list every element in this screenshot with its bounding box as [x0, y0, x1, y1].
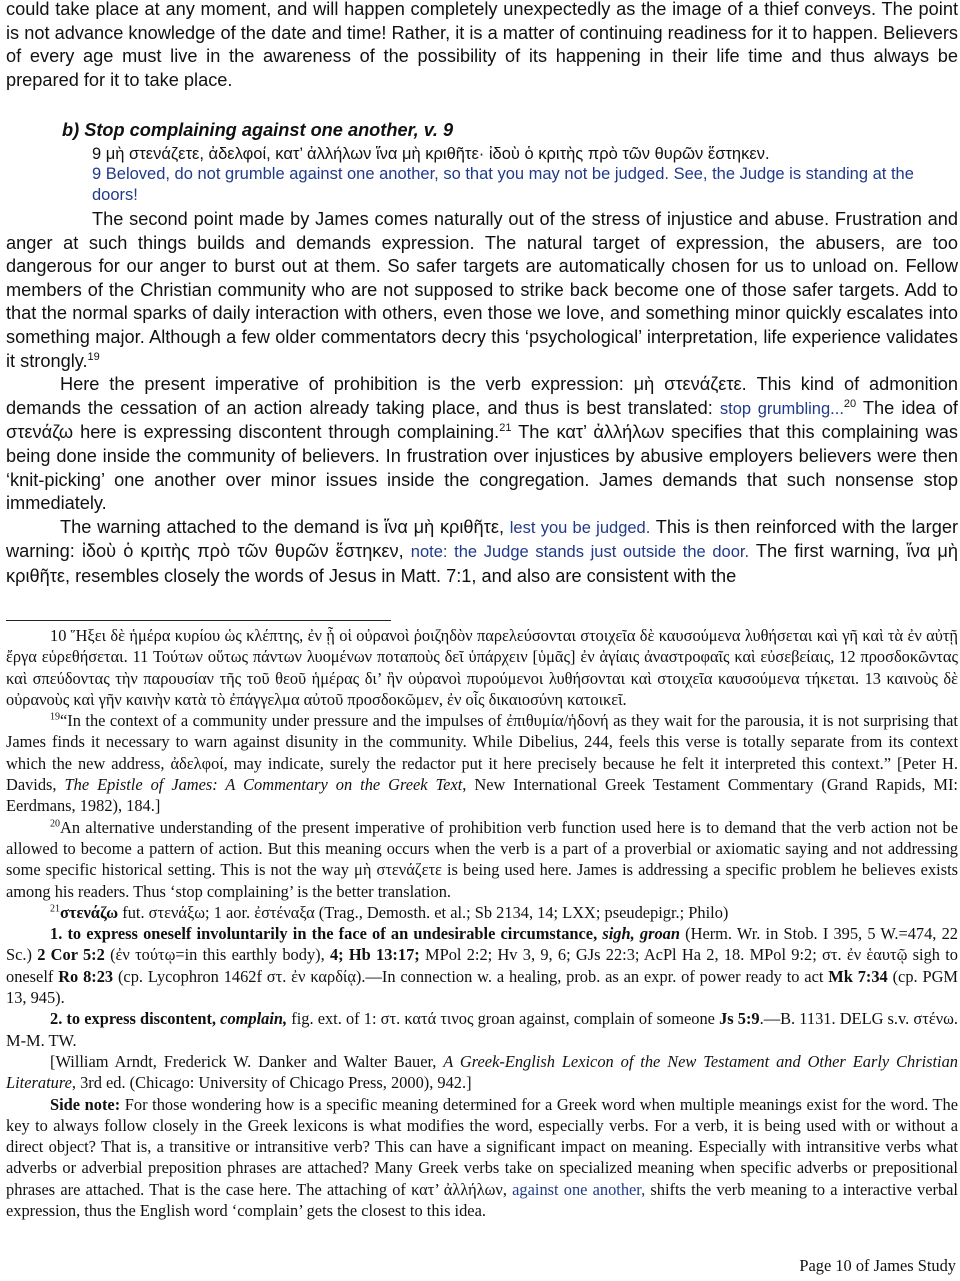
paragraph-readiness: could take place at any moment, and will happen completely unexpectedly as the image of a thief conveys. The point is not advance knowledge of the date and time! Rather, it is a matter of continuing readiness for it to happen. Believers of every age must live in the awareness of the possibility of its happening in their life time and thus always be prepared for it to take place. [6, 0, 958, 90]
verse-translation: 9 Beloved, do not grumble against one another, so that you may not be judged. See, the Judge is standing at the doors! [92, 165, 914, 204]
lexicon-definition-1: 1. to express oneself involuntarily in the face of an undesirable circumstance, sigh, groan (Herm. Wr. in Stob. I 395, 5 W.=474, 22 Sc.) 2 Cor 5:2 (ἐν τούτῳ=in this earthly body), 4; Hb 13:17; MPol 2:2; Hv 3, 9, 6; GJs 22:3; AcPl Ha 2, 18. MPol 9:2; στ. ἐν ἑαυτῷ sigh to oneself Ro 8:23 (cp. Lycophron 1462f στ. ἐν καρδίᾳ).—In connection w. a healing, prob. as an expr. of power ready to act Mk 7:34 (cp. PGM 13, 945). [6, 924, 959, 1008]
lexicon-citation: [William Arndt, Frederick W. Danker and Walter Bauer, A Greek-English Lexicon of the New Testament and Other Early Christian Literature, 3rd ed. (Chicago: University of Chicago Press, 2000), 942.] [6, 1051, 958, 1093]
intro-paragraph [6, 0, 958, 92]
greek-verse: 9 μὴ στενάζετε, ἀδελφοί, κατ’ ἀλλήλων ἵνα μὴ κριθῆτε· ἰδοὺ ὁ κριτὴς πρὸ τῶν θυρῶν ἕστηκεν. [92, 145, 770, 163]
section-heading: b) Stop complaining against one another, v. 9 [62, 120, 454, 140]
paragraph-imperative: Here the present imperative of prohibition is the verb expression: μὴ στενάζετε. This kind of admonition demands the cessation of an action already taking place, and thus is best translated: stop grumbling...$^{20}$ The idea of στενάζω here is expressing discontent through complaining.$^{21}$ The κατ’ ἀλλήλων specifies that this complaining was being done inside the community of believers. In frustration over injustices by abusive employers believers were then ‘knit-picking’ one another over minor issues inside the congregation. James demands that such nonsense stop immediately. [6, 374, 958, 514]
footnote-21: $^{21}$στενάζω fut. στενάξω; 1 aor. ἐστέναξα (Trag., Demosth. et al.; Sb 2134, 14; LXX; pseudepigr.; Philo) [50, 902, 729, 922]
page-number: Page 10 of James Study [799, 1256, 956, 1275]
footnotes [6, 625, 958, 1221]
footnote-10: 10 Ἥξει δὲ ἡμέρα κυρίου ὡς κλέπτης, ἐν ᾗ οἱ οὐρανοὶ ῥοιζηδὸν παρελεύσονται στοιχεῖα δὲ καυσούμενα λυθήσεται καὶ γῆ καὶ τὰ ἐν αὐτῇ ἔργα εὑρεθήσεται. 11 Τούτων οὕτως πάντων λυομένων ποταποὺς δεῖ ὑπάρχειν [ὑμᾶς] ἐν ἁγίαις ἀναστροφαῖς καὶ εὐσεβείαις, 12 προσδοκῶντας καὶ σπεύδοντας τὴν παρουσίαν τῆς τοῦ θεοῦ ἡμέρας δι’ ἣν οὐρανοὶ πυρούμενοι λυθήσονται καὶ στοιχεῖα καυσούμενα τήκεται. 13 καινοὺς δὲ οὐρανοὺς καὶ γῆν καινὴν κατὰ τὸ ἐπάγγελμα αὐτοῦ προσδοκῶμεν, ἐν οἷς δικαιοσύνη κατοικεῖ. [6, 626, 958, 709]
side-note: Side note: For those wondering how is a specific meaning determined for a Greek word when multiple meanings exist for the word. The key to always follow closely in the Greek lexicons is what modifies the word, especially verbs. For a verb, it is being used with or without a direct object? That is, a transitive or intransitive verb? This can have a significant impact on meaning. Especially with intransitive verbs what adverbs or adverbial preposition phrases are attached? Many Greek verbs take on specialized meaning when specific adverbs or prepositional phrases are attached. That is the case here. The attaching of κατ’ ἀλλήλων, against one another, shifts the verb meaning to a interactive verbal expression, thus the English word ‘complain’ gets the closest to this idea. [6, 1094, 958, 1221]
lexicon-definition-2: 2. to express discontent, complain, fig. ext. of 1: στ. κατά τινος groan against, complain of someone Js 5:9.—B. 1131. DELG s.v. στένω. M-M. TW. [6, 1009, 959, 1050]
footnote-19: $^{19}$“In the context of a community under pressure and the impulses of ἐπιθυμία/ἡδονή as they wait for the parousia, it is not surprising that James finds it necessary to warn against disunity in the community. While Dibelius, 244, feels this verse is totally separate from its context which the new address, ἀδελφοί, may indicate, surely the redactor put it here precisely because he felt it interpreted this context.” [Peter H. Davids, The Epistle of James: A Commentary on the Greek Text, New International Greek Testament Commentary (Grand Rapids, MI: Eerdmans, 1982), 184.] [6, 711, 958, 816]
paragraph-warning: The warning attached to the demand is ἵνα μὴ κριθῆτε, lest you be judged. This is then reinforced with the larger warning: ἰδοὺ ὁ κριτὴς πρὸ τῶν θυρῶν ἕστηκεν, note: the Judge stands just outside the door. The first warning, ἵνα μὴ κριθῆτε, resembles closely the words of Jesus in Matt. 7:1, and also are consistent with the [6, 516, 959, 586]
footnote-divider [6, 620, 391, 621]
footnote-20: $^{20}$An alternative understanding of the present imperative of prohibition verb function used here is to demand that the verb action not be allowed to become a pattern of action. But this meaning occurs when the verb is a part of a proverbial or axiomatic saying and not addressing some specific historical setting. This is not the way μὴ στενάζετε is being used here. James is addressing a specific problem he believes exists among his readers. Thus ‘stop complaining’ is the better translation. [6, 817, 958, 901]
paragraph-second-point: The second point made by James comes naturally out of the stress of injustice and abuse. Frustration and anger at such things builds and demands expression. The natural target of expression, the abusers, are too dangerous for our anger to burst out at them. So safer targets are automatically chosen for us to unload on. Fellow members of the Christian community who are not supposed to strike back become one of those safer targets. Add to that the normal sparks of daily interaction with others, even those we love, and something minor quickly escalates into something major. Although a few older commentators decry this ‘psychological’ interpretation, life experience validates it strongly.$^{19}$ [6, 209, 958, 371]
main-body [6, 208, 958, 589]
